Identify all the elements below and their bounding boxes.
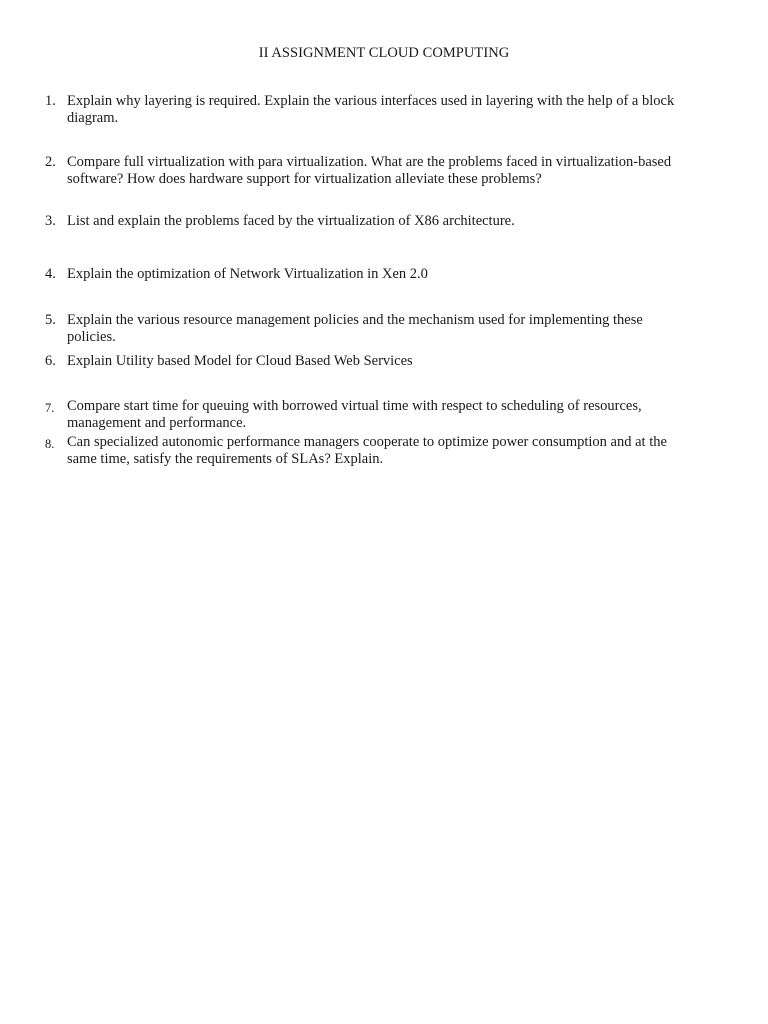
question-number: 3. — [45, 213, 56, 229]
question-number: 5. — [45, 312, 56, 328]
question-text: Can specialized autonomic performance managers cooperate to optimize power consumption and at the same time, satisfy the requirements of SLAs? Explain. — [67, 434, 667, 467]
document-title: II ASSIGNMENT CLOUD COMPUTING — [258, 45, 510, 61]
question-number: 8. — [45, 437, 55, 451]
question-text: Compare full virtualization with para virtualization. What are the problems faced in virtualization-based software? How does hardware support for virtualization alleviate these problems? — [67, 154, 672, 187]
question-text: Explain why layering is required. Explain the various interfaces used in layering with the help of a block diagram. — [67, 93, 675, 126]
question-text: Explain the optimization of Network Virtualization in Xen 2.0 — [67, 266, 428, 282]
question-text: Explain Utility based Model for Cloud Based Web Services — [67, 353, 413, 369]
question-text: Explain the various resource management policies and the mechanism used for implementing these policies. — [67, 312, 643, 345]
question-number: 2. — [45, 154, 56, 170]
question-text: Compare start time for queuing with borrowed virtual time with respect to scheduling of resources, management and performance. — [67, 398, 642, 431]
question-number: 7. — [45, 401, 55, 415]
question-number: 6. — [45, 353, 56, 369]
question-number: 4. — [45, 266, 56, 282]
question-number: 1. — [45, 93, 56, 109]
question-text: List and explain the problems faced by the virtualization of X86 architecture. — [67, 213, 515, 229]
